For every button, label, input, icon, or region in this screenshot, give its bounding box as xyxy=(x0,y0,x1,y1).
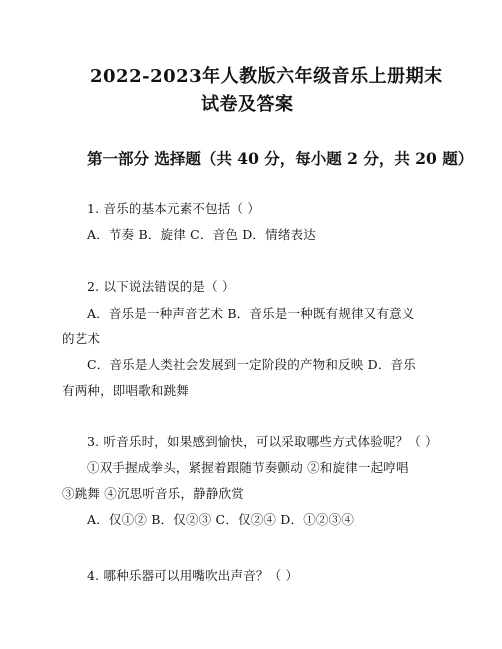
question-2-options-line-2: 的艺术 xyxy=(62,331,101,346)
question-2-options-line-3: C．音乐是人类社会发展到一定阶段的产物和反映 D．音乐 xyxy=(87,357,416,372)
question-3-stem: 3. 听音乐时，如果感到愉快，可以采取哪些方式体验呢？（ ） xyxy=(87,434,438,449)
document-title-line-2: 试卷及答案 xyxy=(201,94,294,115)
question-2-options-line-1: A．音乐是一种声音艺术 B．音乐是一种既有规律又有意义 xyxy=(87,306,415,321)
question-3-body-line-1: ①双手握成拳头，紧握着跟随节奏颤动 ②和旋律一起哼唱 xyxy=(87,460,409,475)
question-2-options-line-4: 有两种，即唱歌和跳舞 xyxy=(62,383,190,398)
question-3-body-line-2: ③跳舞 ④沉思听音乐，静静欣赏 xyxy=(62,486,244,501)
question-1-stem: 1. 音乐的基本元素不包括（ ） xyxy=(87,201,261,216)
question-1-options: A．节奏 B．旋律 C．音色 D．情绪表达 xyxy=(87,227,316,242)
section-heading: 第一部分 选择题（共 40 分，每小题 2 分，共 20 题） xyxy=(87,149,474,168)
question-2-stem: 2. 以下说法错误的是（ ） xyxy=(87,279,235,294)
question-3-options: A．仅①② B．仅②③ C．仅②④ D．①②③④ xyxy=(87,512,355,527)
document-title-line-1: 2022-2023年人教版六年级音乐上册期末 xyxy=(90,66,443,87)
question-4-stem: 4. 哪种乐器可以用嘴吹出声音？（ ） xyxy=(87,568,299,583)
